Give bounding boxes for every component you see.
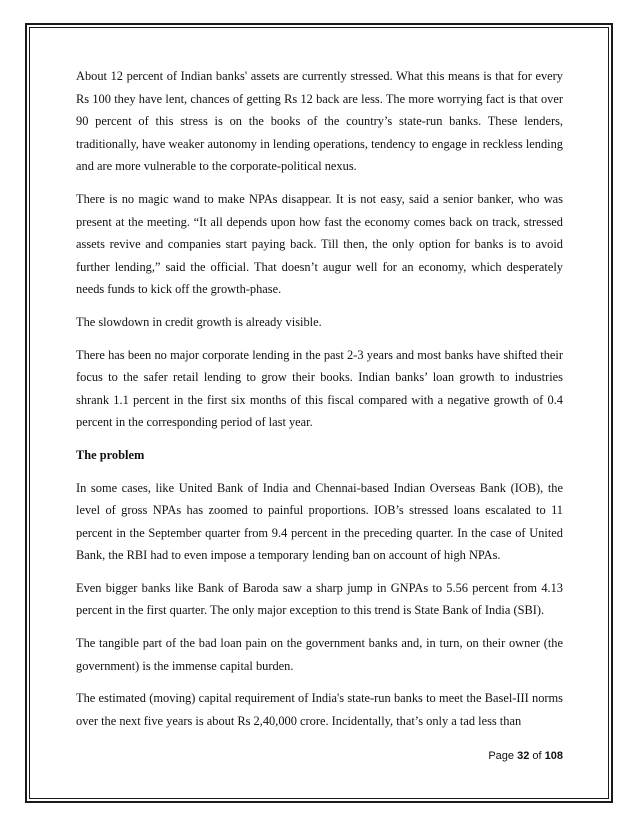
document-body xyxy=(76,65,563,742)
paragraph-6: Even bigger banks like Bank of Baroda saw a sharp jump in GNPAs to 5.56 percent from 4.13 percent in the first quarter. The only major exception to this trend is State Bank of India (SBI). xyxy=(76,580,563,618)
section-heading: The problem xyxy=(76,447,145,462)
total-pages: 108 xyxy=(544,750,563,762)
paragraph-1: About 12 percent of Indian banks' assets are currently stressed. What this means is that for every Rs 100 they have lent, chances of getting Rs 12 back are less. The more worrying fact is that over 90 percent of this stress is on the books of the country’s state-run banks. These lenders, traditionally, have weaker autonomy in lending operations, tendency to engage in reckless lending and are more vulnerable to the corporate-political nexus. xyxy=(76,69,563,174)
paragraph-2: There is no magic wand to make NPAs disappear. It is not easy, said a senior banker, who was present at the meeting. “It all depends upon how fast the economy comes back on track, stressed assets revive and companies start paying back. Till then, the only option for banks is to avoid further lending,” said the official. That doesn’t augur well for an economy, which desperately needs funds to kick off the growth-phase. xyxy=(76,191,563,297)
paragraph-7: The tangible part of the bad loan pain on the government banks and, in turn, on their owner (the government) is the immense capital burden. xyxy=(76,636,563,673)
page-number: 32 xyxy=(517,750,530,762)
paragraph-8: The estimated (moving) capital requirement of India's state-run banks to meet the Basel-III norms over the next five years is about Rs 2,40,000 crore. Incidentally, that’s only a tad less than xyxy=(76,691,563,728)
page-footer xyxy=(488,750,563,762)
paragraph-3: The slowdown in credit growth is already visible. xyxy=(76,314,322,329)
page-label: Page xyxy=(488,750,515,762)
paragraph-4: There has been no major corporate lending in the past 2-3 years and most banks have shifted their focus to the safer retail lending to grow their books. Indian banks’ loan growth to industries shrank 1.1 percent in the first six months of this fiscal compared with a negative growth of 0.4 percent in the corresponding period of last year. xyxy=(76,347,563,430)
paragraph-5: In some cases, like United Bank of India and Chennai-based Indian Overseas Bank (IOB), the level of gross NPAs has zoomed to painful proportions. IOB’s stressed loans escalated to 11 percent in the September quarter from 9.4 percent in the preceding quarter. In the case of United Bank, the RBI had to even impose a temporary lending ban on account of high NPAs. xyxy=(76,480,563,563)
of-label: of xyxy=(532,750,542,762)
